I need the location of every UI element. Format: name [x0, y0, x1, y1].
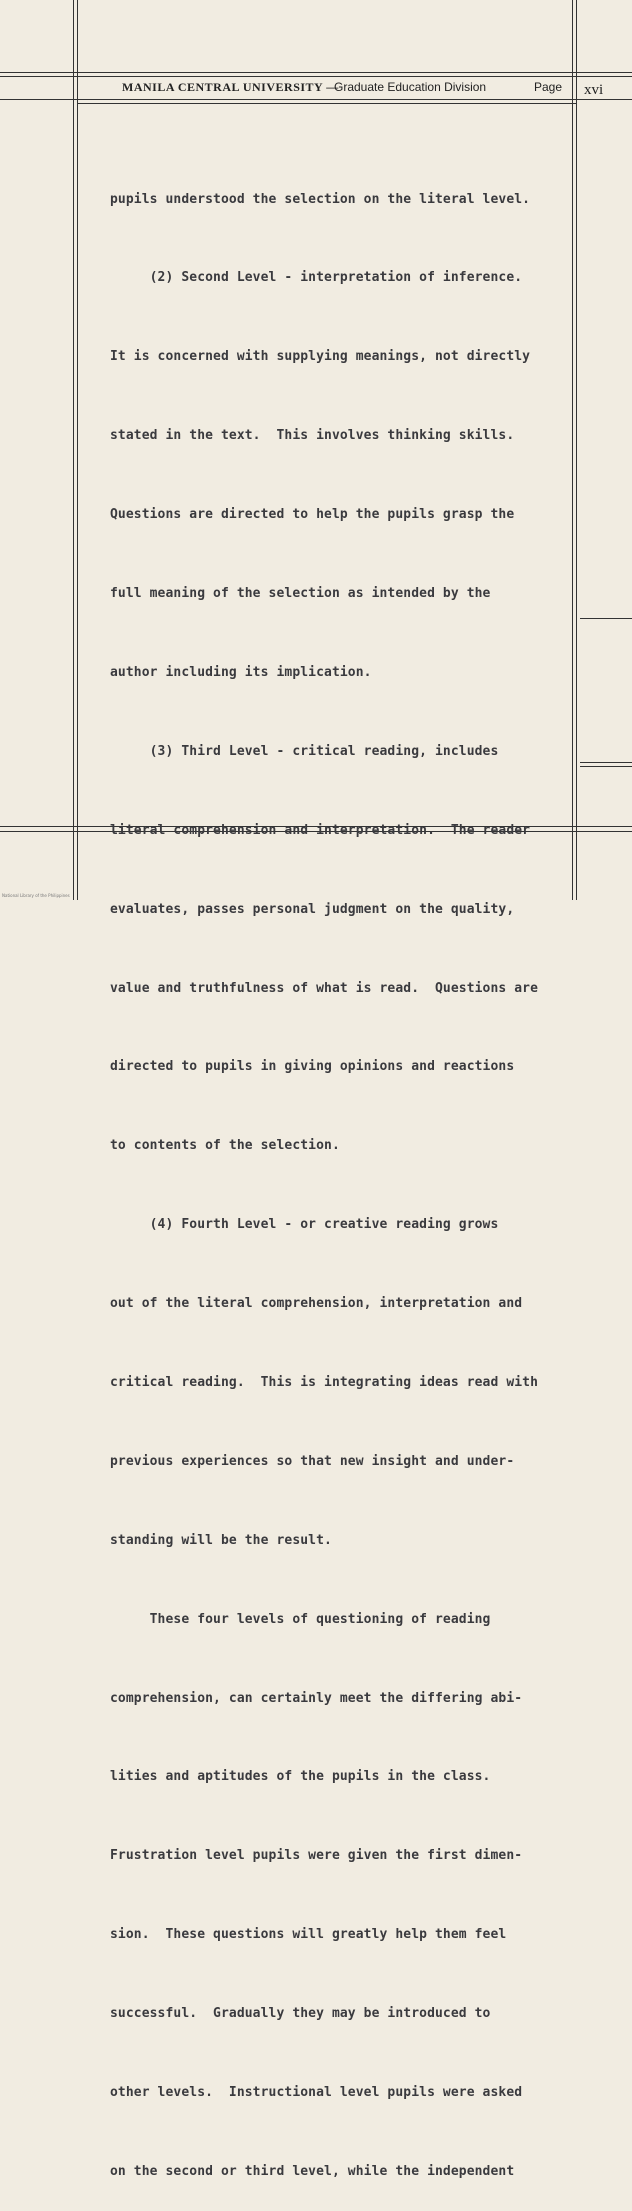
- text-line: It is concerned with supplying meanings, not directly: [110, 349, 531, 365]
- top-rule: [0, 72, 632, 73]
- text-line: Frustration level pupils were given the first dimen-: [110, 1848, 523, 1864]
- text-line: (2) Second Level - interpretation of inference.: [110, 270, 523, 286]
- text-line: literal comprehension and interpretation. The reader: [110, 822, 531, 838]
- text-line: These four levels of questioning of reading: [110, 1611, 491, 1627]
- text-line: successful. Gradually they may be introduced to: [110, 2006, 491, 2022]
- header-underline: [0, 99, 632, 100]
- text-line: value and truthfulness of what is read. Questions are: [110, 980, 539, 996]
- text-line: (4) Fourth Level - or creative reading grows: [110, 1217, 499, 1233]
- university-name: MANILA CENTRAL UNIVERSITY —: [122, 80, 339, 94]
- text-line: stated in the text. This involves thinking skills.: [110, 428, 515, 444]
- right-tick-2: [580, 762, 632, 763]
- right-tick-1: [580, 618, 632, 619]
- text-line: comprehension, can certainly meet the differing abi-: [110, 1690, 523, 1706]
- text-line: full meaning of the selection as intended by the: [110, 586, 491, 602]
- text-line: on the second or third level, while the independent: [110, 2163, 515, 2179]
- text-line: standing will be the result.: [110, 1532, 332, 1548]
- left-margin-rule: [73, 0, 74, 900]
- body-text: [110, 134, 580, 2211]
- header-underline-2: [77, 103, 576, 104]
- text-line: evaluates, passes personal judgment on the quality,: [110, 901, 515, 917]
- page-label: Page: [534, 80, 563, 94]
- text-line: author including its implication.: [110, 664, 372, 680]
- text-line: pupils understood the selection on the literal level.: [110, 191, 531, 207]
- text-line: out of the literal comprehension, interpretation and: [110, 1296, 523, 1312]
- text-line: lities and aptitudes of the pupils in the class.: [110, 1769, 491, 1785]
- page-header: [80, 78, 572, 98]
- top-rule-2: [0, 76, 632, 77]
- text-line: (3) Third Level - critical reading, includes: [110, 743, 499, 759]
- text-line: other levels. Instructional level pupils were asked: [110, 2084, 523, 2100]
- text-line: directed to pupils in giving opinions and reactions: [110, 1059, 515, 1075]
- division-name: Graduate Education Division: [334, 80, 487, 94]
- scan-footer: National Library of the Philippines: [2, 893, 70, 898]
- text-line: to contents of the selection.: [110, 1138, 340, 1154]
- text-line: critical reading. This is integrating ideas read with: [110, 1374, 539, 1390]
- text-line: Questions are directed to help the pupils grasp the: [110, 507, 515, 523]
- page-number: xvi: [584, 82, 604, 98]
- right-tick-3: [580, 766, 632, 767]
- left-margin-rule-inner: [77, 0, 78, 900]
- text-line: previous experiences so that new insight and under-: [110, 1453, 515, 1469]
- text-line: sion. These questions will greatly help them feel: [110, 1927, 507, 1943]
